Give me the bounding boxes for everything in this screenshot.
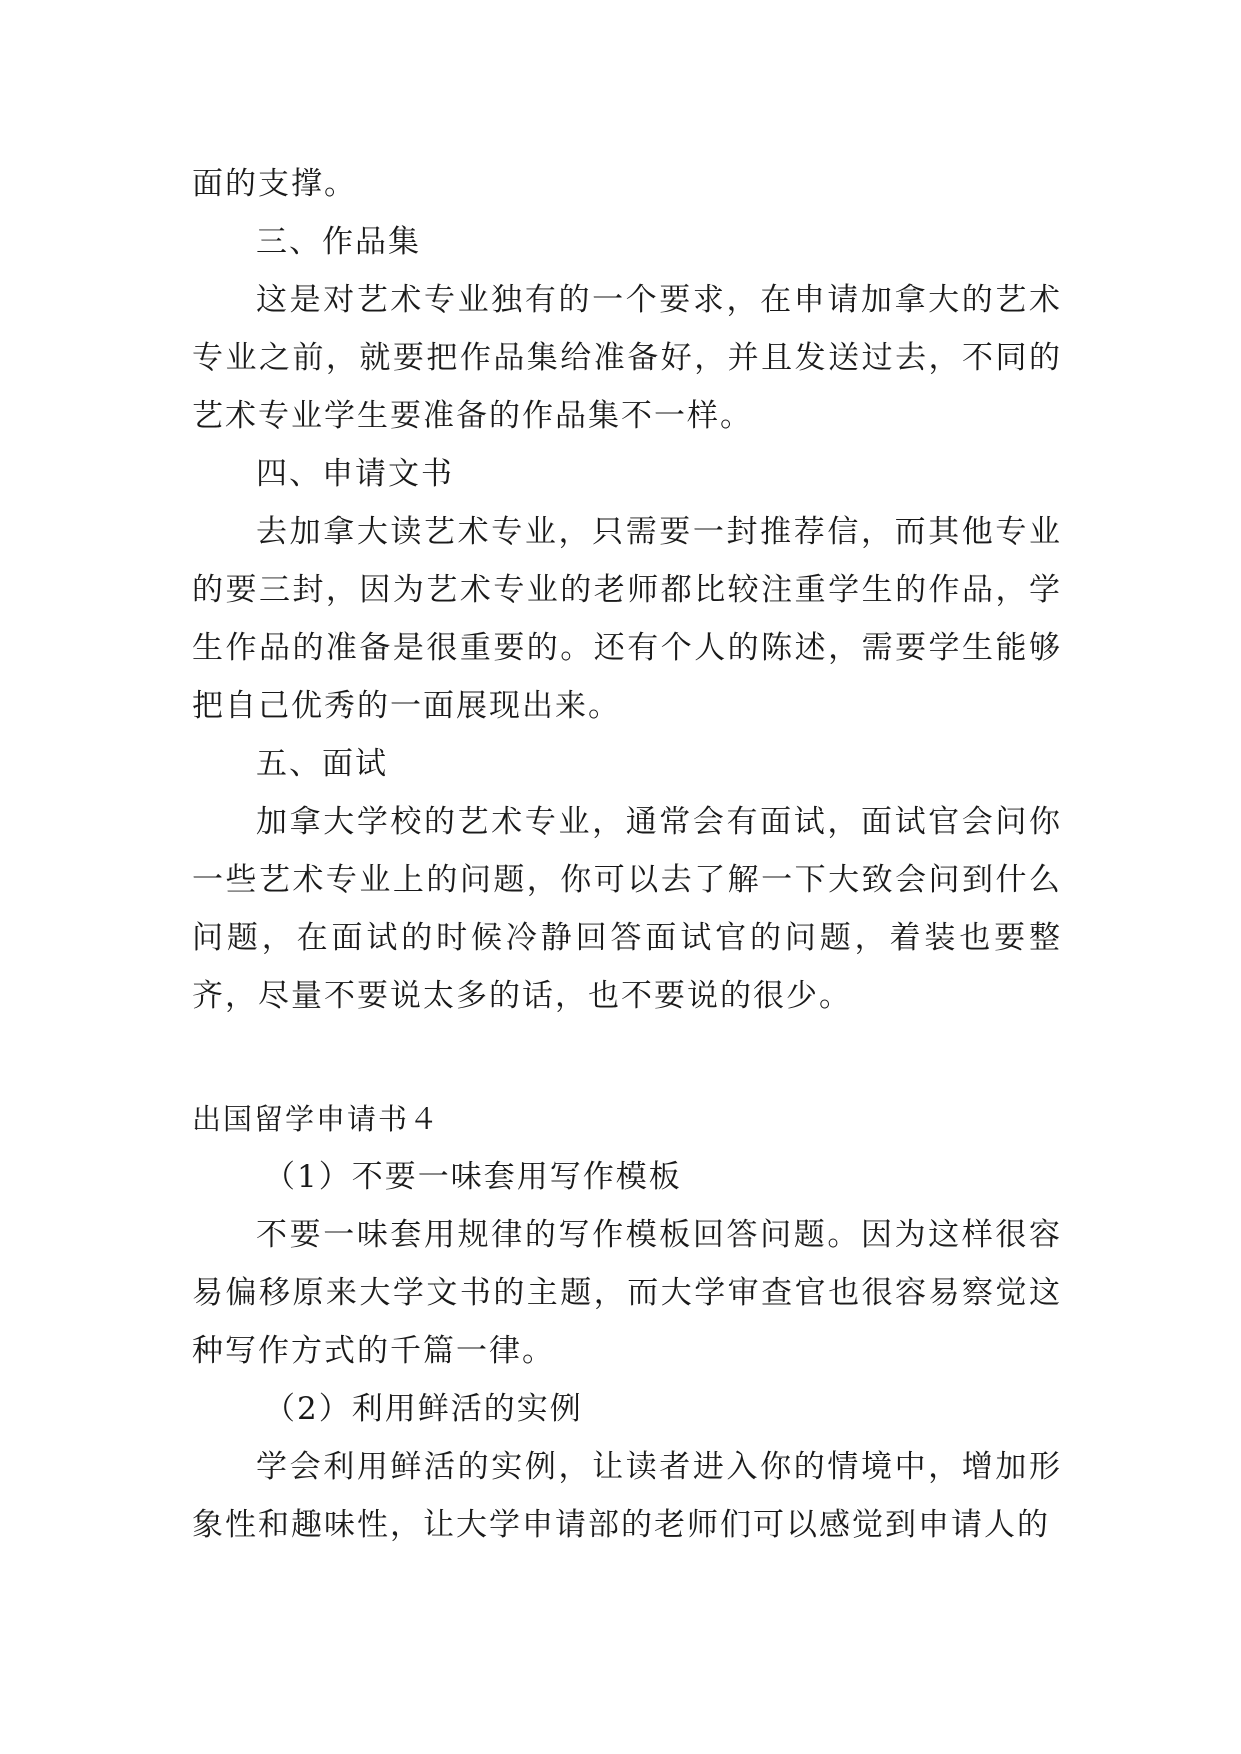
- document-section-1: [192, 155, 1062, 1025]
- paragraph-no-template: 不要一味套用规律的写作模板回答问题。因为这样很容易偏移原来大学文书的主题，而大学审查官也很容易察觉这种写作方式的千篇一律。: [192, 1217, 1062, 1369]
- document-section-2: [192, 1148, 1062, 1554]
- heading-application-essay: 四、申请文书: [256, 456, 454, 492]
- heading-vivid-examples: （2）利用鲜活的实例: [264, 1391, 583, 1427]
- document-title-4: 出国留学申请书４: [192, 1102, 441, 1136]
- paragraph-vivid-examples: 学会利用鲜活的实例，让读者进入你的情境中，增加形象性和趣味性，让大学申请部的老师们可以感觉到申请人的: [192, 1449, 1062, 1543]
- paragraph-application-essay: 去加拿大读艺术专业，只需要一封推荐信，而其他专业的要三封，因为艺术专业的老师都比较注重学生的作品，学生作品的准备是很重要的。还有个人的陈述，需要学生能够把自己优秀的一面展现出来。: [192, 514, 1062, 724]
- paragraph-portfolio: 这是对艺术专业独有的一个要求，在申请加拿大的艺术专业之前，就要把作品集给准备好，并且发送过去，不同的艺术专业学生要准备的作品集不一样。: [192, 282, 1062, 434]
- paragraph-continuation: 面的支撑。: [192, 166, 357, 202]
- paragraph-interview: 加拿大学校的艺术专业，通常会有面试，面试官会问你一些艺术专业上的问题，你可以去了解一下大致会问到什么问题，在面试的时候冷静回答面试官的问题，着装也要整齐，尽量不要说太多的话，也不要说的很少。: [192, 804, 1062, 1014]
- heading-interview: 五、面试: [256, 746, 388, 782]
- heading-portfolio: 三、作品集: [256, 224, 421, 260]
- heading-no-template: （1）不要一味套用写作模板: [264, 1159, 682, 1195]
